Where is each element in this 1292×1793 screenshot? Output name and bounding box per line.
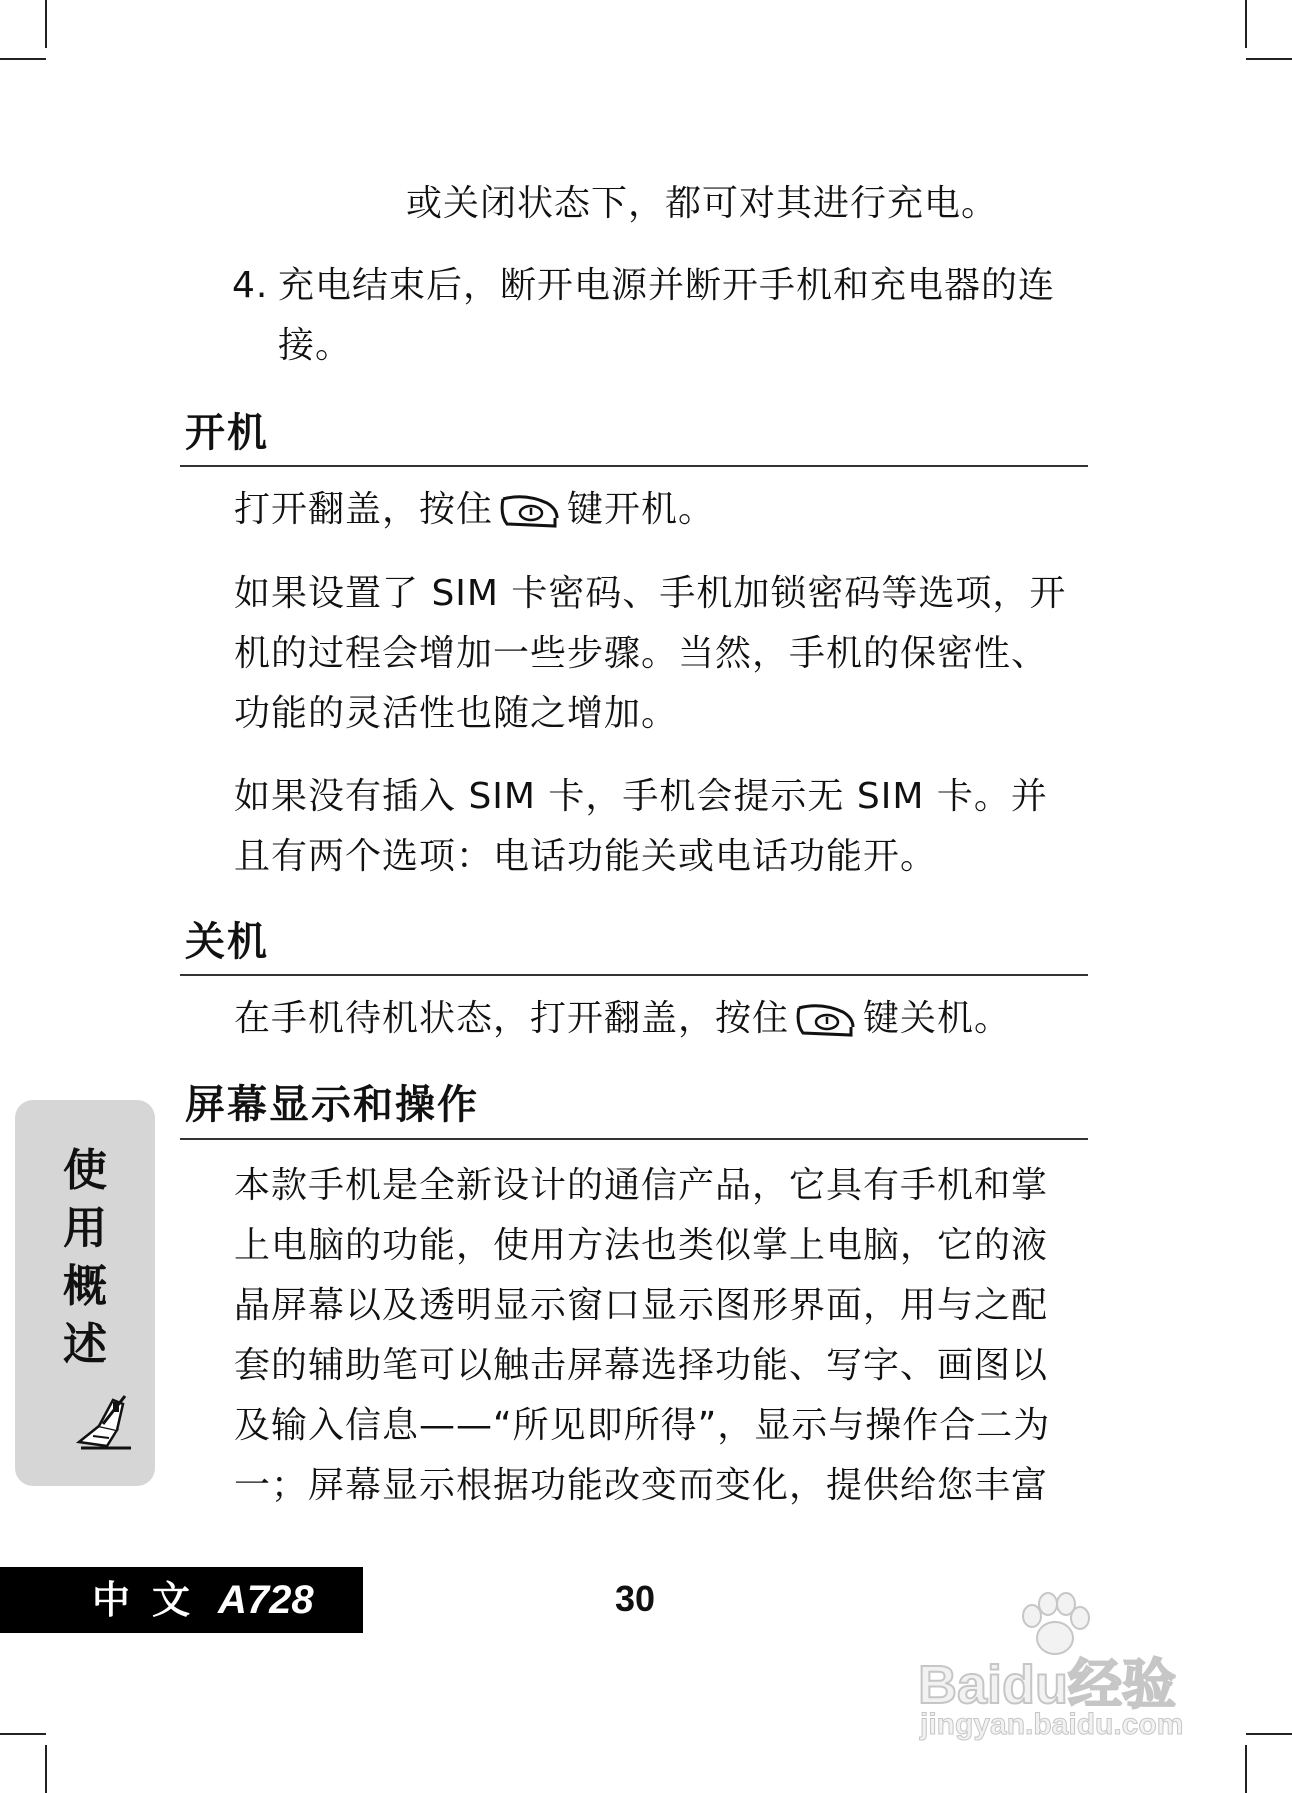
power-on-paragraph-sim-password: 如果设置了 SIM 卡密码、手机加锁密码等选项，开机的过程会增加一些步骤。当然，手机的保密性、功能的灵活性也随之增加。 (234, 573, 1067, 734)
screen-display-paragraph: 本款手机是全新设计的通信产品，它具有手机和掌上电脑的功能，使用方法也类似掌上电脑，它的液晶屏幕以及透明显示窗口显示图形界面，用与之配套的辅助笔可以触击屏幕选择功能、写字、画图以及输入信息——“所见即所得”，显示与操作合二为一；屏幕显示根据功能改变而变化，提供给您丰富 (234, 1165, 1051, 1506)
side-chapter-char: 使 (63, 1145, 107, 1196)
heading-screen-display: 屏幕显示和操作 (185, 1082, 479, 1128)
crop-mark (0, 1733, 46, 1735)
step-number: 4. (232, 265, 269, 306)
side-chapter-tab (15, 1100, 155, 1486)
footer-language: 中文 (92, 1578, 213, 1622)
crop-mark (1246, 58, 1292, 60)
step-4 (232, 256, 1092, 376)
power-off-instruction (234, 989, 1084, 1049)
crop-mark (1246, 1733, 1292, 1735)
side-chapter-label (15, 1142, 155, 1374)
heading-rule (180, 1138, 1088, 1140)
crop-mark (1245, 1745, 1247, 1793)
power-key-icon (497, 491, 563, 531)
heading-rule (180, 974, 1088, 976)
power-off-text-after: 键关机。 (863, 998, 1012, 1039)
power-key-icon (793, 1000, 859, 1040)
footer-language-model (0, 1567, 363, 1633)
crop-mark (1245, 0, 1247, 48)
side-chapter-char: 述 (63, 1319, 107, 1370)
crop-mark (45, 0, 47, 48)
power-on-instruction (234, 480, 1084, 540)
watermark-url: jingyan.baidu.com (920, 1708, 1184, 1741)
phone-stylus-icon (73, 1390, 135, 1452)
footer-model: A728 (218, 1578, 314, 1622)
crop-mark (0, 58, 46, 60)
side-chapter-char: 概 (63, 1261, 107, 1312)
heading-rule (180, 465, 1088, 467)
power-on-text-before: 打开翻盖，按住 (234, 489, 494, 530)
power-on-text-after: 键开机。 (567, 489, 716, 530)
power-off-text-before: 在手机待机状态，打开翻盖，按住 (234, 998, 790, 1039)
step-text: 充电结束后，断开电源并断开手机和充电器的连接。 (278, 265, 1056, 366)
watermark-brand: Baidu经验 (918, 1655, 1177, 1715)
heading-power-on: 开机 (185, 410, 269, 456)
crop-mark (45, 1745, 47, 1793)
side-chapter-char: 用 (63, 1203, 107, 1254)
heading-power-off: 关机 (185, 919, 269, 965)
continuation-text: 或关闭状态下，都可对其进行充电。 (406, 183, 999, 224)
page-number: 30 (614, 1578, 656, 1619)
baidu-watermark (918, 1590, 1218, 1750)
power-on-paragraph-no-sim: 如果没有插入 SIM 卡，手机会提示无 SIM 卡。并且有两个选项：电话功能关或电话功能开。 (234, 776, 1048, 877)
